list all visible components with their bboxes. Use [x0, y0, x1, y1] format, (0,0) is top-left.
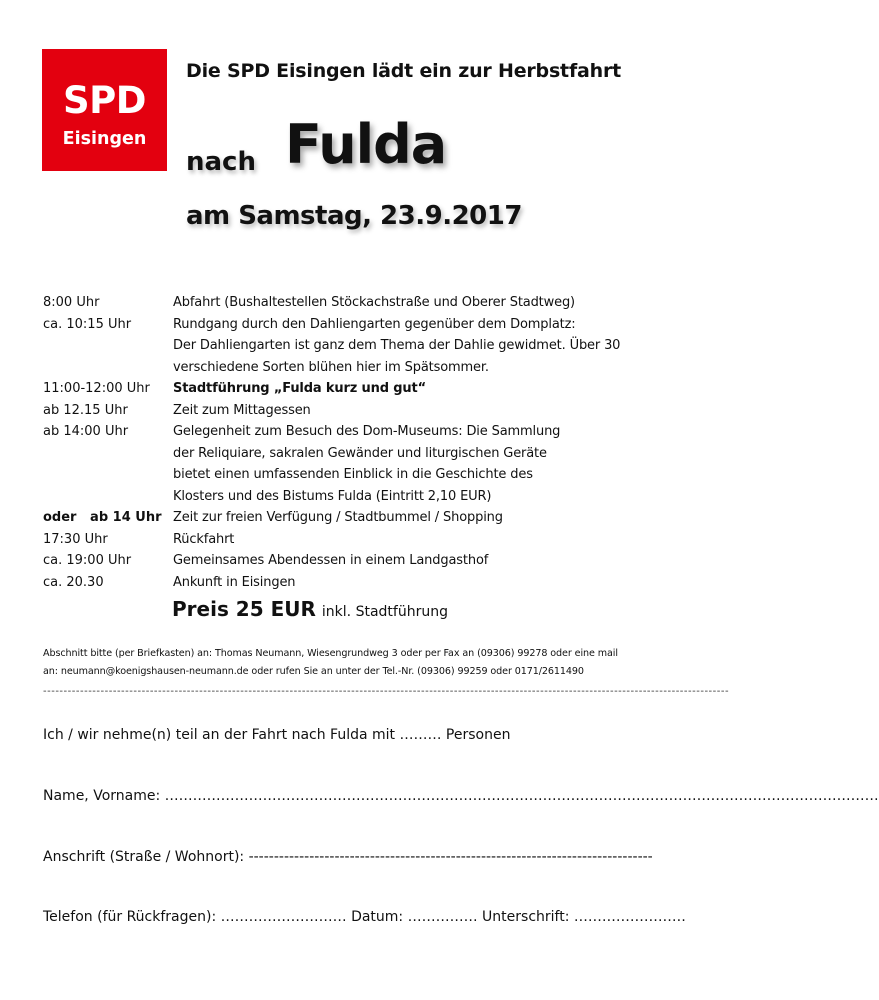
price-note: inkl. Stadtführung — [321, 604, 448, 620]
contact-line-2: an: neumann@koenigshausen-neumann.de oder rufen Sie an unter der Tel.-Nr. (09306) 99259 oder 0171/2611490 — [43, 666, 584, 677]
schedule-time: ab 14:00 Uhr — [43, 424, 129, 439]
schedule-row — [43, 486, 683, 508]
schedule-text: Gemeinsames Abendessen in einem Landgasthof — [173, 553, 489, 568]
schedule-text: Rückfahrt — [173, 531, 235, 547]
schedule-time: 8:00 Uhr — [43, 295, 100, 310]
schedule-text: Klosters und des Bistums Fulda (Eintritt 2,10 EUR) — [173, 488, 492, 504]
schedule-row — [43, 550, 683, 572]
cut-line: ----------------------------------------------------------------------------------------------------------------------------------------------------------------------- — [43, 686, 730, 697]
logo-eisingen-text: Eisingen — [62, 129, 147, 149]
schedule-row — [43, 572, 683, 594]
schedule-row — [43, 421, 683, 443]
schedule-time: 11:00-12:00 Uhr — [43, 381, 150, 396]
schedule-row — [43, 314, 683, 336]
spd-eisingen-logo — [42, 49, 167, 171]
schedule-row — [43, 378, 683, 400]
invitation-headline: Die SPD Eisingen lädt ein zur Herbstfahrt — [186, 60, 622, 82]
schedule-row — [43, 507, 683, 529]
schedule-time: oder ab 14 Uhr — [43, 510, 162, 525]
schedule-time — [43, 357, 173, 379]
contact-line-1: Abschnitt bitte (per Briefkasten) an: Thomas Neumann, Wiesengrundweg 3 oder per Fax an (09306) 99278 oder eine mail — [43, 648, 618, 659]
schedule-text: bietet einen umfassenden Einblick in die Geschichte des — [173, 467, 533, 482]
schedule-row — [43, 292, 683, 314]
schedule-time: ca. 10:15 Uhr — [43, 316, 132, 332]
phone-date-signature-field: Telefon (für Rückfragen): ……………………… Datum: …………… Unterschrift: …………………… — [43, 909, 686, 925]
schedule-text: verschiedene Sorten blühen hier im Spätsommer. — [173, 359, 489, 375]
schedule-text: Stadtführung „Fulda kurz und gut“ — [173, 381, 426, 396]
schedule-text: der Reliquiare, sakralen Gewänder und liturgischen Geräte — [173, 445, 547, 461]
participation-field: Ich / wir nehme(n) teil an der Fahrt nach Fulda mit ……… Personen — [43, 727, 511, 743]
schedule-text: Gelegenheit zum Besuch des Dom-Museums: Die Sammlung — [173, 424, 561, 439]
address-field: Anschrift (Straße / Wohnort): -------------------------------------------------------------------------------- — [43, 849, 653, 865]
logo-spd-text: SPD — [63, 79, 146, 122]
schedule-time — [43, 443, 173, 465]
schedule-time: ca. 19:00 Uhr — [43, 553, 132, 568]
name-field: Name, Vorname: ……………………………………………………………………………………………………………………………………… — [43, 788, 879, 804]
price-label: Preis 25 EUR — [172, 597, 316, 621]
schedule-time: 17:30 Uhr — [43, 531, 108, 547]
schedule-time — [43, 335, 173, 357]
contact-note — [43, 645, 673, 681]
schedule-text: Der Dahliengarten ist ganz dem Thema der Dahlie gewidmet. Über 30 — [173, 338, 621, 353]
schedule-time: ca. 20.30 — [43, 574, 104, 590]
schedule-time — [43, 464, 173, 486]
schedule-row — [43, 529, 683, 551]
schedule-text: Zeit zum Mittagessen — [173, 402, 311, 418]
schedule-row — [43, 464, 683, 486]
schedule-row — [43, 443, 683, 465]
schedule-time — [43, 486, 173, 508]
schedule-text: Zeit zur freien Verfügung / Stadtbummel / Shopping — [173, 510, 503, 525]
destination-title: Fulda — [285, 113, 447, 176]
price-line — [172, 597, 448, 621]
nach-label: nach — [186, 147, 256, 177]
schedule-text: Ankunft in Eisingen — [173, 574, 296, 590]
schedule-text: Abfahrt (Bushaltestellen Stöckachstraße und Oberer Stadtweg) — [173, 295, 575, 310]
schedule-row — [43, 400, 683, 422]
schedule-list — [43, 292, 683, 593]
schedule-time: ab 12.15 Uhr — [43, 402, 128, 418]
schedule-row — [43, 357, 683, 379]
schedule-text: Rundgang durch den Dahliengarten gegenüber dem Domplatz: — [173, 316, 576, 332]
schedule-row — [43, 335, 683, 357]
trip-date: am Samstag, 23.9.2017 — [186, 201, 522, 231]
